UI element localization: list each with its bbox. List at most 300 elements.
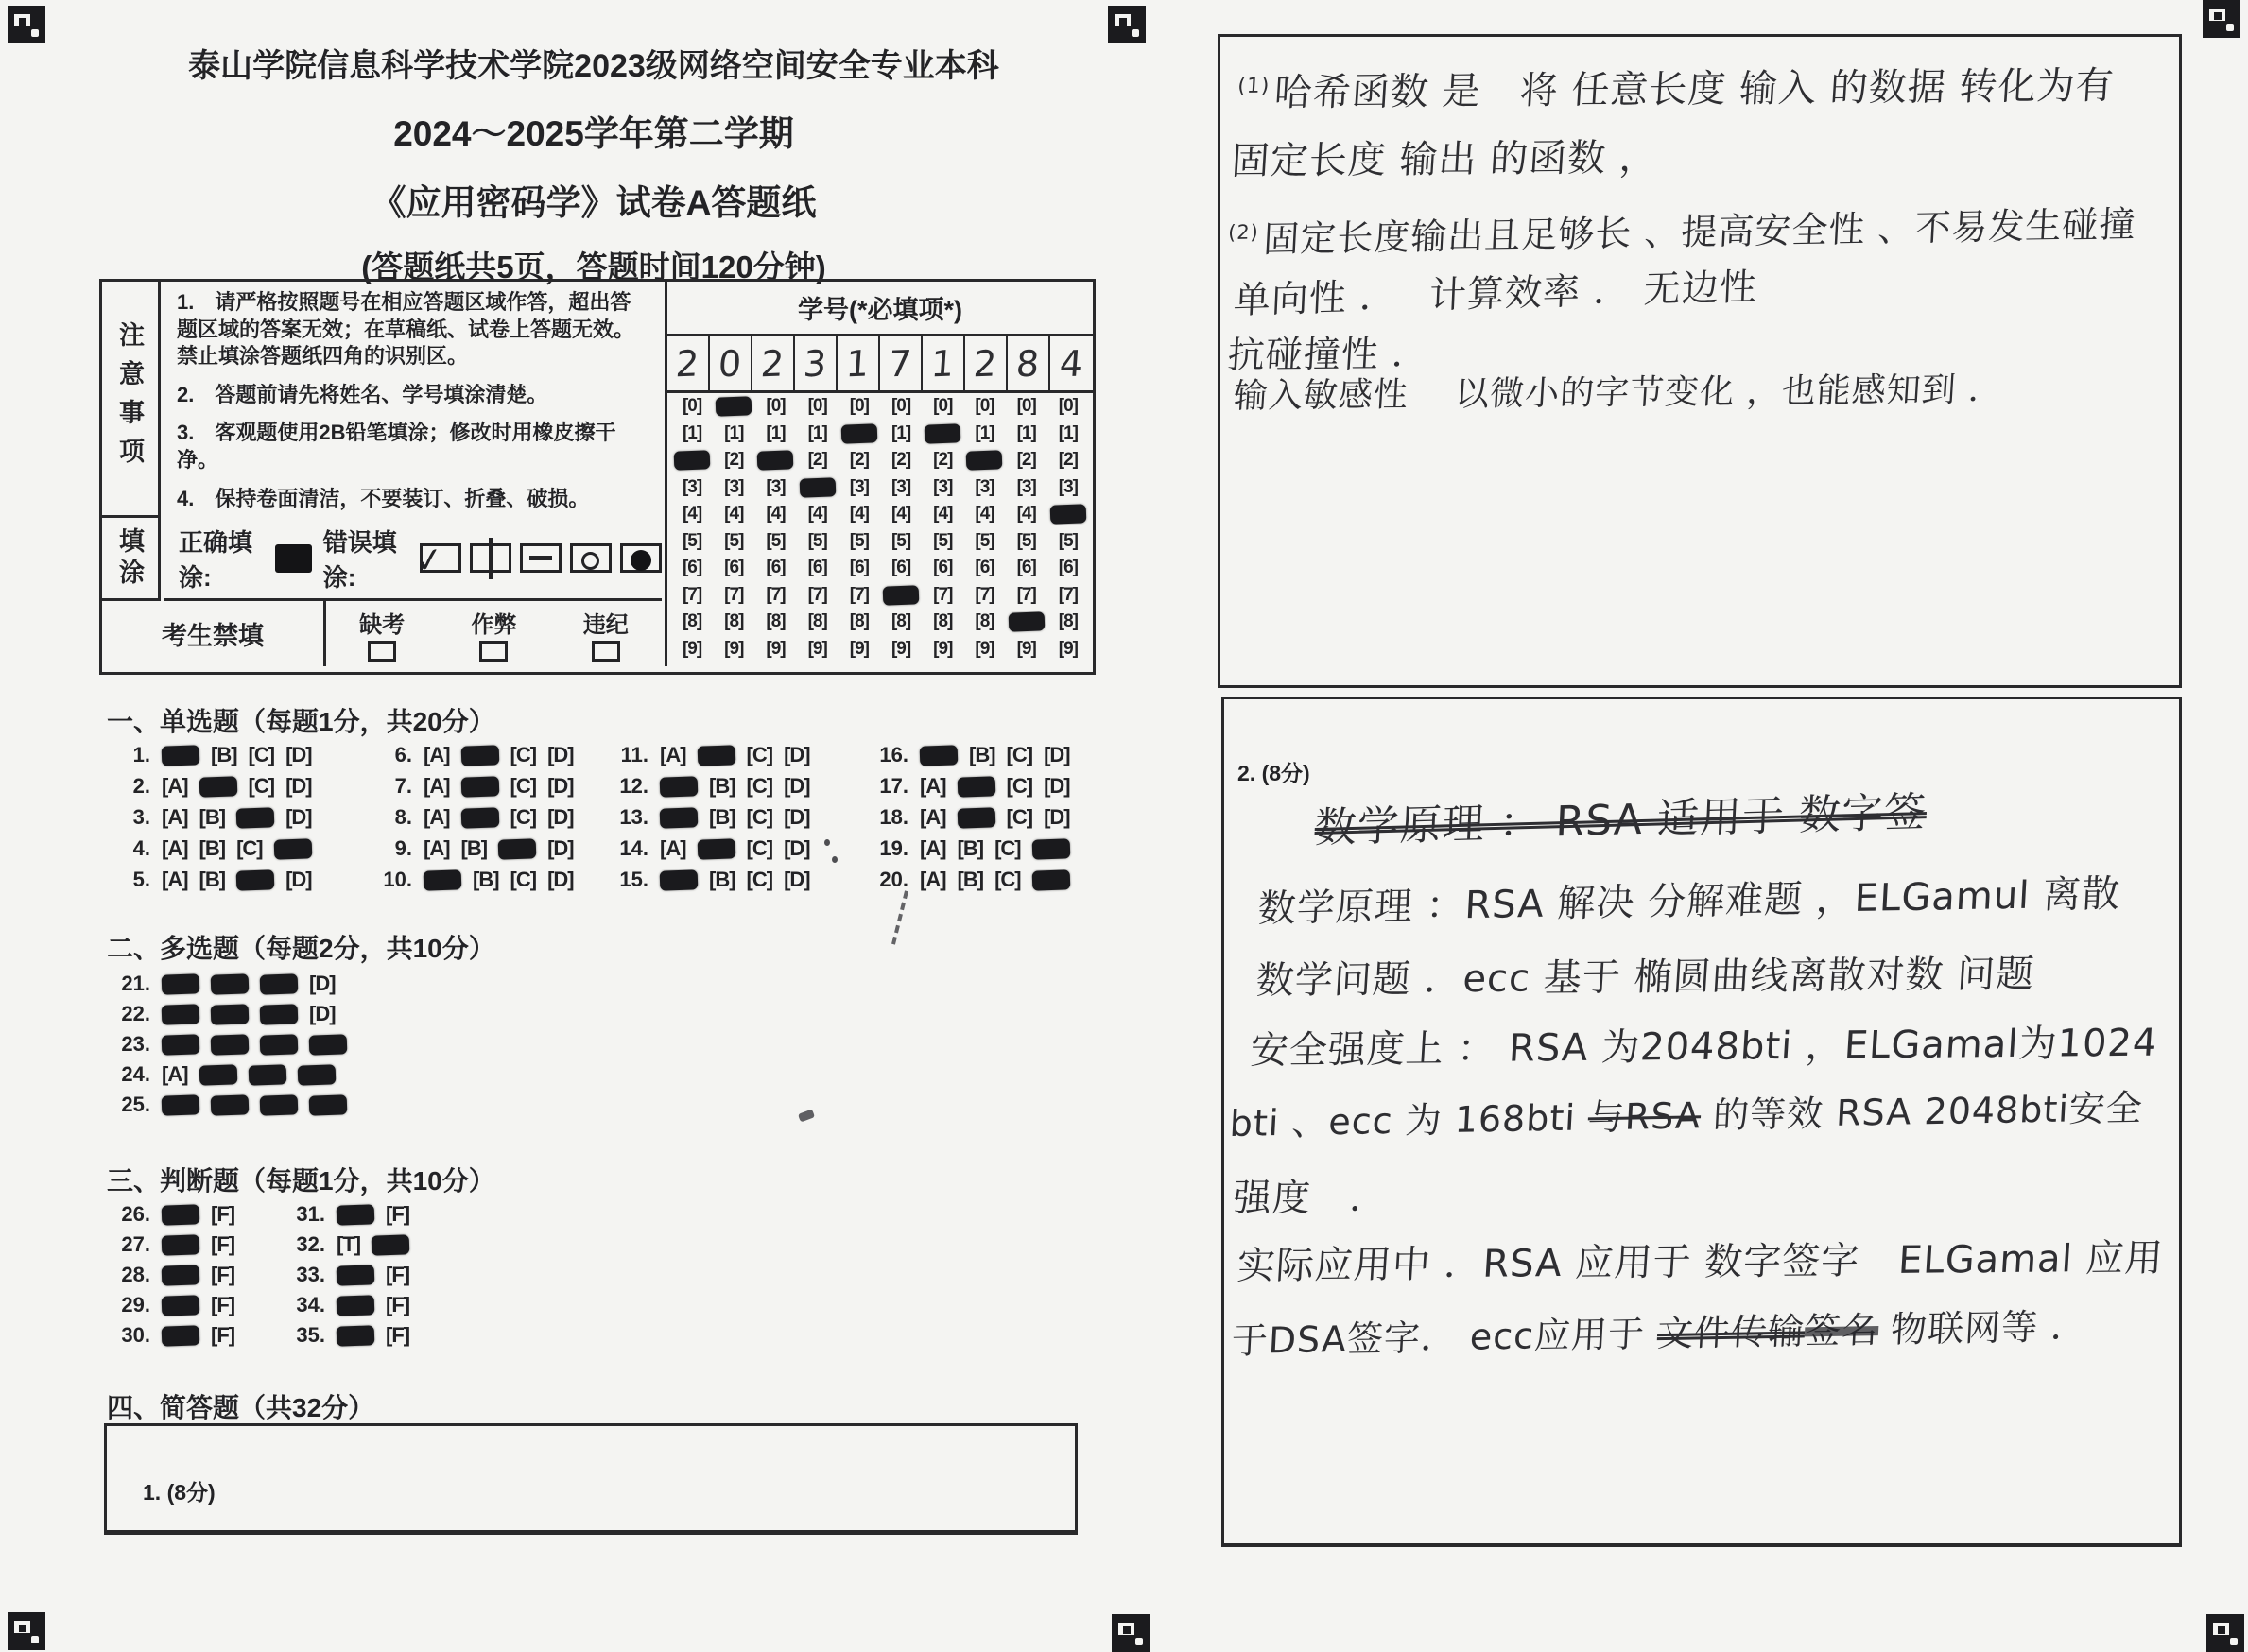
answer-bubble-F: [F] [386,1263,410,1286]
id-bubble [839,555,880,582]
id-bubble [1006,636,1047,663]
id-bubble-label: [2] [849,450,870,471]
answer-bubble-filled-A [660,807,699,828]
student-id-digits-row [667,336,1093,393]
answer-bubble-filled-A [920,745,959,766]
forbid-option-label: 缺考 [359,612,406,638]
id-bubble-label: [7] [933,584,953,605]
filled-mark [925,423,961,443]
id-bubble-label: [5] [682,530,702,551]
handwriting-text: 固定长度输出且足够长 、提高安全性 、不易发生碰撞 [1262,203,2137,261]
student-id-digit-cell [710,336,752,390]
id-bubble-label: [5] [724,530,744,551]
handwriting-text: 的等效 RSA 2048bti安全 [1699,1087,2144,1137]
answer-bubble-B: [B] [969,743,995,766]
id-bubble-label: [0] [933,396,953,417]
id-bubble [1006,501,1047,528]
question-number: 29. [121,1293,150,1316]
id-bubble-filled [713,393,754,421]
answer-bubble-filled-B [460,776,499,797]
answer-bubble-filled-D [309,1094,348,1115]
answer-bubble-C: [C] [510,868,537,891]
answer-bubble-filled-C [236,807,275,828]
id-bubble-label: [0] [1016,396,1036,417]
fill-guide-label: 填涂 [102,518,161,601]
id-bubble [880,609,922,636]
id-bubble [963,528,1005,556]
answer-bubble-C: [C] [248,774,275,798]
answer-bubble-C: [C] [1006,805,1033,829]
handwriting-text: 哈希函数 是 将 任意长度 输入 的数据 转化为有 [1272,63,2116,115]
question-33 [282,1263,409,1287]
id-bubble [963,421,1005,448]
question-number: 28. [121,1263,150,1286]
id-bubble [713,582,754,610]
question-16 [865,743,1070,767]
id-bubble [1047,582,1089,610]
id-bubble [1006,474,1047,502]
answer1-line-6 [1232,363,2004,418]
student-id-area [665,282,1093,666]
answer-bubble-filled-T [162,1295,200,1316]
id-bubble-label: [1] [682,422,702,443]
answer-bubble-filled-T [337,1204,375,1225]
question-number: 21. [121,972,150,995]
question-number: 6. [394,743,412,766]
handwriting-text: 实际应用中 ．RSA 应用于 数字签字 ELGamal 应用 [1236,1236,2165,1289]
id-bubble-filled [880,582,922,610]
student-id-bubble-grid [671,393,1089,663]
answer-bubble-A: [A] [920,836,946,860]
handwritten-digit: 8 [1014,342,1042,385]
handwriting-text: 固定长度 输出 的函数 ， [1230,136,1660,184]
answer-bubble-C: [C] [746,774,773,798]
notice-item: 2. 答题前请先将姓名、学号填涂清楚。 [177,382,548,406]
id-bubble-label: [9] [849,638,870,659]
id-bubble [880,636,922,663]
id-bubble-label: [7] [807,584,827,605]
id-bubble [671,421,713,448]
forbid-checkbox [592,641,620,662]
id-bubble [922,636,963,663]
id-bubble [713,555,754,582]
id-bubble [713,474,754,502]
question-27 [107,1232,234,1257]
id-bubble [1006,447,1047,474]
wrong-sample-circle [570,543,612,573]
answer-bubble-B: [B] [199,868,226,891]
forbid-option-label: 违纪 [582,612,629,638]
pencil-stray-mark [891,890,908,944]
id-bubble-label: [0] [807,396,827,417]
question-number: 18. [879,805,908,829]
handwritten-digit: 0 [717,342,744,385]
id-bubble [880,555,922,582]
question-number: 19. [879,836,908,860]
answer-bubble-C: [C] [248,743,275,766]
answer-bubble-D: [D] [285,805,312,829]
question-number: 16. [879,743,908,766]
answer-bubble-filled-B [199,776,237,797]
handwritten-digit: 2 [759,342,787,385]
answer1-line-2 [1230,128,1660,185]
id-bubble [713,421,754,448]
answer-bubble-filled-A [424,869,462,890]
check-mark: ✓ [412,539,446,581]
question-14 [605,836,810,861]
answer-bubble-B: [B] [709,868,735,891]
id-bubble-label: [3] [933,476,953,497]
answer-bubble-C: [C] [994,836,1021,860]
question-number: 31. [296,1202,325,1226]
forbid-option [471,606,516,662]
student-id-digit-cell [752,336,795,390]
answer-bubble-filled-C [248,1064,286,1085]
id-bubble [1047,528,1089,556]
id-bubble-filled [1047,501,1089,528]
section-title-judge: 三、判断题（每题1分，共10分） [107,1166,495,1196]
id-bubble-label: [9] [724,638,744,659]
answer-bubble-filled-T [337,1295,375,1316]
question-number: 9. [394,836,412,860]
question-11 [605,743,810,767]
question-number: 1. [132,743,150,766]
answer-bubble-filled-B [697,838,735,859]
id-bubble [797,501,839,528]
id-bubble [713,447,754,474]
answer-bubble-filled-B [211,973,250,994]
handwritten-digit: 2 [674,342,701,385]
id-bubble [1047,447,1089,474]
id-bubble [880,447,922,474]
section-title-multi-choice: 二、多选题（每题2分，共10分） [107,934,495,963]
id-bubble-label: [6] [766,558,786,578]
answer-bubble-filled-C [260,1094,299,1115]
correct-fill-label: 正确填涂: [179,527,253,592]
answer-bubble-C: [C] [1006,774,1033,798]
id-bubble-label: [4] [807,504,827,525]
id-bubble-label: [8] [724,611,744,632]
id-bubble-label: [5] [1016,530,1036,551]
id-bubble [963,582,1005,610]
id-bubble-label: [8] [891,611,911,632]
notice-item: 1. 请严格按照题号在相应答题区域作答，超出答题区域的答案无效；在草稿纸、试卷上答题无效。禁止填涂答题纸四角的识别区。 [177,290,635,369]
student-id-digit-cell [838,336,880,390]
answer-bubble-B: [B] [957,836,984,860]
answer-bubble-F: [F] [211,1263,235,1286]
id-bubble [671,609,713,636]
answer2-line-3 [1254,944,2036,1005]
notice-side-label: 注意事项 [102,282,161,518]
answer-bubble-A: [A] [162,774,188,798]
answer-bubble-C: [C] [746,805,773,829]
question-number: 8. [394,805,412,829]
id-bubble-label: [2] [1016,450,1036,471]
question-20 [865,868,1070,892]
answer-bubble-F: [F] [386,1202,410,1226]
id-bubble [754,528,796,556]
id-bubble-label: [4] [891,504,911,525]
question-3 [107,805,312,830]
filled-mark [966,451,1003,471]
answer-bubble-A: [A] [920,805,946,829]
question-number: 22. [121,1002,150,1025]
notice-items [164,282,660,518]
wrong-sample-dot [620,543,662,573]
answer-bubble-filled-B [199,1064,237,1085]
exam-title-block [90,40,1098,287]
answer-bubble-D: [D] [547,743,574,766]
id-bubble-label: [6] [1058,558,1079,578]
id-bubble [797,421,839,448]
id-bubble-label: [7] [682,584,702,605]
id-bubble [839,501,880,528]
handwriting-text: 数学原理 ：RSA 解决 分解难题 ，ELGamul 离散 [1256,872,2122,932]
id-bubble-label: [1] [975,422,994,443]
id-bubble-label: [1] [1058,422,1079,443]
id-bubble-label: [0] [766,396,786,417]
id-bubble-label: [4] [975,504,994,525]
id-bubble-label: [3] [1016,476,1036,497]
question-number: 3. [132,805,150,829]
notice-item: 4. 保持卷面清洁，不要装订、折叠、破损。 [177,486,590,510]
answer-bubble-D: [D] [1044,805,1070,829]
id-bubble-label: [1] [1016,422,1036,443]
answer-bubble-filled-T [162,1204,200,1225]
answer-area-q1 [1218,34,2182,688]
answer-bubble-F: [F] [386,1323,410,1347]
answer2-line-1 [1314,778,1928,854]
id-bubble-filled [922,421,963,448]
exam-title-line-2: 2024～2025学年第二学期 [393,114,794,153]
answer-bubble-B: [B] [957,868,984,891]
question-31 [282,1202,409,1227]
id-bubble-label: [1] [766,422,786,443]
id-bubble-label: [4] [933,504,953,525]
handwriting-text: 与RSA [1586,1094,1703,1139]
question-35 [282,1323,409,1348]
answer-bubble-D: [D] [547,774,574,798]
answer-bubble-filled-D [1031,869,1070,890]
id-bubble-label: [6] [1016,558,1036,578]
answer-bubble-D: [D] [309,972,336,995]
id-bubble [922,501,963,528]
answer1-line-1 [1236,56,2116,117]
id-bubble-label: [5] [766,530,786,551]
id-bubble-label: [0] [682,396,702,417]
answer-bubble-D: [D] [1044,743,1070,766]
id-bubble [671,555,713,582]
id-bubble-label: [5] [849,530,870,551]
handwriting-text: 于DSA签字． ecc应用于 [1230,1313,1659,1363]
id-bubble-label: [4] [724,504,744,525]
forbid-option-label: 作弊 [471,612,517,638]
id-bubble [963,501,1005,528]
answer-bubble-F: [F] [386,1293,410,1316]
answer-bubble-filled-A [162,973,200,994]
id-bubble [1047,421,1089,448]
id-bubble [1006,582,1047,610]
id-bubble-label: [2] [724,450,744,471]
student-id-digit-cell [795,336,838,390]
question-number: 26. [121,1202,150,1226]
id-bubble-label: [8] [807,611,827,632]
answer-bubble-F: [F] [211,1232,235,1256]
filled-mark [1008,612,1045,632]
id-bubble [797,582,839,610]
answer-bubble-A: [A] [660,836,686,860]
handwriting-text: bti 、ecc 为 168bti [1228,1096,1590,1145]
student-id-header: 学号(*必填项*) [667,282,1093,336]
question-number: 27. [121,1232,150,1256]
id-bubble [713,501,754,528]
answer-bubble-A: [A] [162,1062,188,1086]
question-number: 12. [619,774,648,798]
answer-bubble-filled-B [697,745,735,766]
id-bubble [1047,555,1089,582]
id-bubble-label: [4] [849,504,870,525]
id-bubble-label: [9] [891,638,911,659]
answer-bubble-A: [A] [660,743,686,766]
answer-bubble-A: [A] [920,868,946,891]
id-bubble [880,474,922,502]
id-bubble-label: [9] [1016,638,1036,659]
id-bubble [963,609,1005,636]
answer-bubble-C: [C] [510,743,537,766]
question-18 [865,805,1070,830]
id-bubble-label: [0] [849,396,870,417]
question-number: 25. [121,1093,150,1116]
handwritten-digit: 1 [929,342,957,385]
handwritten-digit: 7 [887,342,914,385]
answer-bubble-D: [D] [784,805,810,829]
question-17 [865,774,1070,799]
handwritten-digit: 3 [802,342,829,385]
question-28 [107,1263,234,1287]
answer-bubble-filled-A [162,745,200,766]
answer-bubble-filled-B [211,1034,250,1055]
section-title-short-answer: 四、简答题（共32分） [107,1393,375,1422]
wrong-sample-dash [520,543,562,573]
answer-bubble-C: [C] [994,868,1021,891]
handwriting-text: 强度 ． [1232,1177,1391,1220]
handwriting-text: 输入敏感性 以微小的字节变化 ，也能感知到 ． [1232,370,2005,417]
answer-bubble-C: [C] [1006,743,1033,766]
id-bubble-filled [797,474,839,502]
answer-bubble-filled-C [498,838,537,859]
handwriting-text: 数学问题 ．ecc 基于 椭圆曲线离散对数 问题 [1254,952,2036,1004]
id-bubble [1047,474,1089,502]
forbid-options [326,601,662,666]
id-bubble-label: [6] [891,558,911,578]
id-bubble [797,555,839,582]
answer-bubble-D: [D] [285,743,312,766]
id-bubble-label: [5] [891,530,911,551]
answer-bubble-filled-D [1031,838,1070,859]
answer-bubble-filled-T [162,1325,200,1346]
answer-bubble-A: [A] [424,805,450,829]
id-bubble-label: [6] [682,558,702,578]
answer-bubble-A: [A] [920,774,946,798]
id-bubble [922,528,963,556]
id-bubble-label: [3] [724,476,744,497]
id-bubble [839,393,880,421]
handwritten-digit: 2 [972,342,999,385]
id-bubble-label: [7] [975,584,994,605]
id-bubble [963,555,1005,582]
forbid-option [583,606,629,662]
question-number: 5. [132,868,150,891]
question-4 [107,836,312,861]
id-bubble [754,421,796,448]
question-29 [107,1293,234,1317]
question-8 [369,805,574,830]
id-bubble [713,528,754,556]
id-bubble [922,474,963,502]
answer-bubble-A: [A] [424,836,450,860]
wrong-fill-label: 错误填涂: [322,527,397,592]
id-bubble-label: [9] [807,638,827,659]
id-bubble [880,528,922,556]
handwritten-digit: 4 [1058,342,1085,385]
question-number: 2. [132,774,150,798]
handwriting-text: 物联网等 ． [1876,1305,2089,1351]
answer-bubble-filled-A [660,776,699,797]
answer-bubble-filled-T [162,1265,200,1285]
id-bubble [797,447,839,474]
question-19 [865,836,1070,861]
id-bubble [797,528,839,556]
id-bubble [671,393,713,421]
short-answer-box-q1 [104,1423,1078,1535]
wrong-sample-check [412,539,461,581]
id-bubble-label: [2] [933,450,953,471]
answer-bubble-F: [F] [211,1202,235,1226]
question-number: 32. [296,1232,325,1256]
id-bubble [1047,636,1089,663]
answer-bubble-A: [A] [424,774,450,798]
answer1-line-3 [1227,195,2138,263]
question-26 [107,1202,234,1227]
id-bubble [671,582,713,610]
id-bubble [963,474,1005,502]
answer-bubble-D: [D] [1044,774,1070,798]
question-24 [107,1062,336,1087]
id-bubble-label: [6] [849,558,870,578]
answer-bubble-filled-B [957,807,995,828]
id-bubble-label: [1] [724,422,744,443]
id-bubble-label: [0] [891,396,911,417]
exam-title-line-1: 泰山学院信息科学技术学院2023级网络空间安全专业本科 [188,48,999,84]
forbid-option [359,606,405,662]
id-bubble-label: [7] [724,584,744,605]
id-bubble-label: [0] [1058,396,1079,417]
answer-bubble-filled-B [211,1004,250,1024]
question-32 [282,1232,409,1257]
answer-bubble-B: [B] [199,805,226,829]
question-12 [605,774,810,799]
answer-bubble-D: [D] [547,836,574,860]
question-number: 20. [879,868,908,891]
answer-bubble-filled-T [337,1325,375,1346]
id-bubble [754,636,796,663]
id-bubble-label: [8] [1058,611,1079,632]
answer-bubble-filled-A [162,1034,200,1055]
id-bubble [839,609,880,636]
answer-bubble-A: [A] [162,805,188,829]
question-number: 34. [296,1293,325,1316]
answer-bubble-C: [C] [746,836,773,860]
